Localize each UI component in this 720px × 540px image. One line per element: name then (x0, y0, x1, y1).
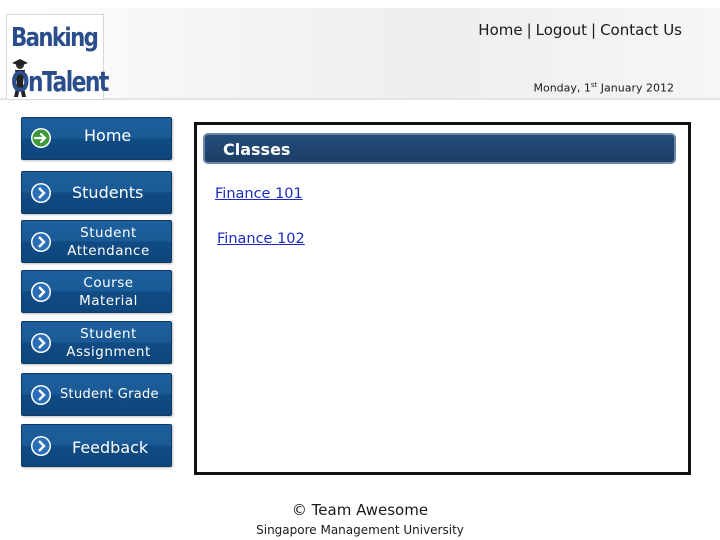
panel-title: Classes (223, 140, 291, 159)
arrow-right-icon (30, 127, 52, 149)
chevron-right-icon (30, 281, 52, 303)
sidebar-item-label: Home (84, 125, 132, 145)
sidebar-item-home[interactable] (21, 117, 172, 160)
sidebar-item-feedback[interactable] (21, 424, 172, 467)
class-link-finance-101[interactable]: Finance 101 (215, 186, 303, 202)
chevron-right-icon (30, 384, 52, 406)
chevron-right-icon (30, 332, 52, 354)
date-suffix: January 2012 (597, 81, 674, 95)
sidebar-item-label: Student Grade (60, 386, 159, 402)
class-link-finance-102[interactable]: Finance 102 (217, 231, 305, 247)
logo[interactable] (6, 14, 108, 100)
home-link[interactable]: Home (478, 21, 523, 39)
date-display (533, 81, 674, 95)
link-separator: | (591, 21, 597, 39)
logo-text-line2: OnTalent (11, 65, 108, 98)
sidebar-item-student-attendance[interactable] (21, 220, 172, 263)
sidebar-item-course-material[interactable] (21, 270, 172, 313)
sidebar-item-student-assignment[interactable] (21, 321, 172, 364)
classes-panel (194, 122, 691, 475)
date-prefix: Monday, 1 (533, 81, 591, 95)
sidebar-item-label: Course Material (79, 274, 138, 309)
sidebar-item-label: Student Attendance (67, 224, 150, 259)
logo-text-line1: Banking (11, 23, 98, 53)
sidebar-item-students[interactable] (21, 171, 172, 214)
logout-link[interactable]: Logout (535, 21, 588, 39)
date-ordinal: st (590, 81, 598, 89)
sidebar-item-student-grade[interactable] (21, 373, 172, 416)
sidebar-item-label: Student Assignment (66, 325, 151, 360)
footer-copyright: © Team Awesome (291, 501, 429, 519)
sidebar-item-label: Feedback (72, 437, 149, 457)
contact-us-link[interactable]: Contact Us (600, 21, 682, 39)
footer-institution: Singapore Management University (256, 523, 464, 537)
chevron-right-icon (30, 231, 52, 253)
panel-header (203, 133, 676, 164)
link-separator: | (526, 21, 532, 39)
top-links (478, 21, 682, 39)
sidebar-item-label: Students (72, 182, 144, 202)
header (0, 8, 720, 100)
